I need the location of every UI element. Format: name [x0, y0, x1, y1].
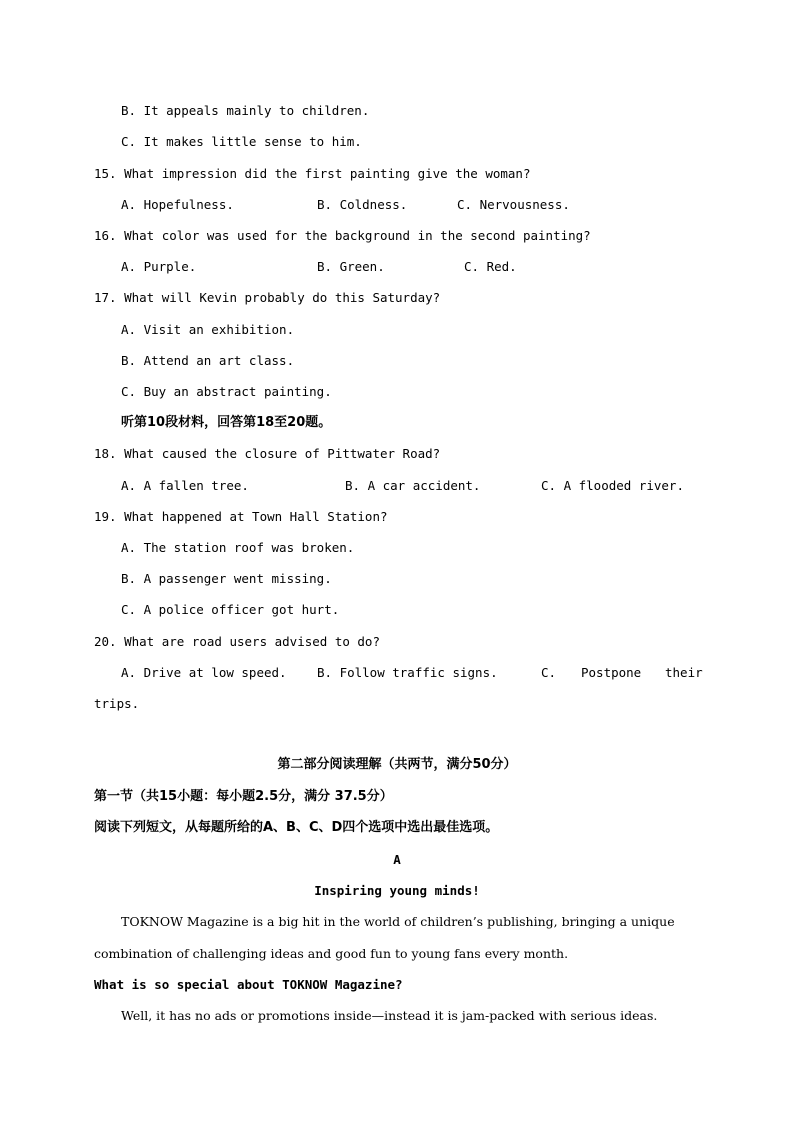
subheading: What is so special about TOKNOW Magazine?: [94, 977, 403, 992]
section-one-heading: 第一节（共15小题：每小题2.5分，满分 37.5分）: [94, 789, 393, 804]
q14-option-b: B. It appeals mainly to children.: [121, 103, 370, 118]
q17-option-a: A. Visit an exhibition.: [121, 322, 295, 337]
q15-option-a: A. Hopefulness.: [121, 197, 234, 212]
paragraph-1-line-2: combination of challenging ideas and good fun to young fans every month.: [94, 946, 569, 961]
passage-letter: A: [393, 852, 401, 867]
passage-title: Inspiring young minds!: [314, 883, 480, 898]
q20-option-c-letter: C.: [541, 665, 557, 680]
q16-option-c: C. Red.: [464, 259, 517, 274]
paragraph-2-line-1: Well, it has no ads or promotions inside—instead it is jam-packed with serious ideas.: [121, 1008, 658, 1023]
q16-option-b: B. Green.: [317, 259, 385, 274]
q17-stem: 17. What will Kevin probably do this Saturday?: [94, 290, 441, 305]
q17-option-b: B. Attend an art class.: [121, 353, 295, 368]
q20-option-a: A. Drive at low speed.: [121, 665, 287, 680]
q17-option-c: C. Buy an abstract painting.: [121, 384, 332, 399]
section-10-instruction: 听第10段材料，回答第18至20题。: [121, 415, 332, 430]
q16-stem: 16. What color was used for the background in the second painting?: [94, 228, 591, 243]
q18-option-b: B. A car accident.: [345, 478, 481, 493]
q19-stem: 19. What happened at Town Hall Station?: [94, 509, 388, 524]
q19-option-c: C. A police officer got hurt.: [121, 602, 340, 617]
q18-option-a: A. A fallen tree.: [121, 478, 249, 493]
q15-option-c: C. Nervousness.: [457, 197, 570, 212]
q16-option-a: A. Purple.: [121, 259, 197, 274]
q19-option-a: A. The station roof was broken.: [121, 540, 355, 555]
q18-stem: 18. What caused the closure of Pittwater Road?: [94, 446, 441, 461]
q19-option-b: B. A passenger went missing.: [121, 571, 332, 586]
q20-stem: 20. What are road users advised to do?: [94, 634, 380, 649]
q18-option-c: C. A flooded river.: [541, 478, 684, 493]
q15-stem: 15. What impression did the first painting give the woman?: [94, 166, 531, 181]
q15-option-b: B. Coldness.: [317, 197, 408, 212]
q20-option-b: B. Follow traffic signs.: [317, 665, 498, 680]
q20-option-c-word1: Postpone: [581, 665, 642, 680]
q20-option-c-word2: their: [665, 665, 703, 680]
part-two-title: 第二部分阅读理解（共两节，满分50分）: [277, 757, 517, 772]
paragraph-1-line-1: TOKNOW Magazine is a big hit in the world of children’s publishing, bringing a unique: [121, 914, 675, 929]
q14-option-c: C. It makes little sense to him.: [121, 134, 362, 149]
reading-instruction: 阅读下列短文，从每题所给的A、B、C、D四个选项中选出最佳选项。: [94, 820, 499, 835]
q20-option-c-continued: trips.: [94, 696, 140, 711]
